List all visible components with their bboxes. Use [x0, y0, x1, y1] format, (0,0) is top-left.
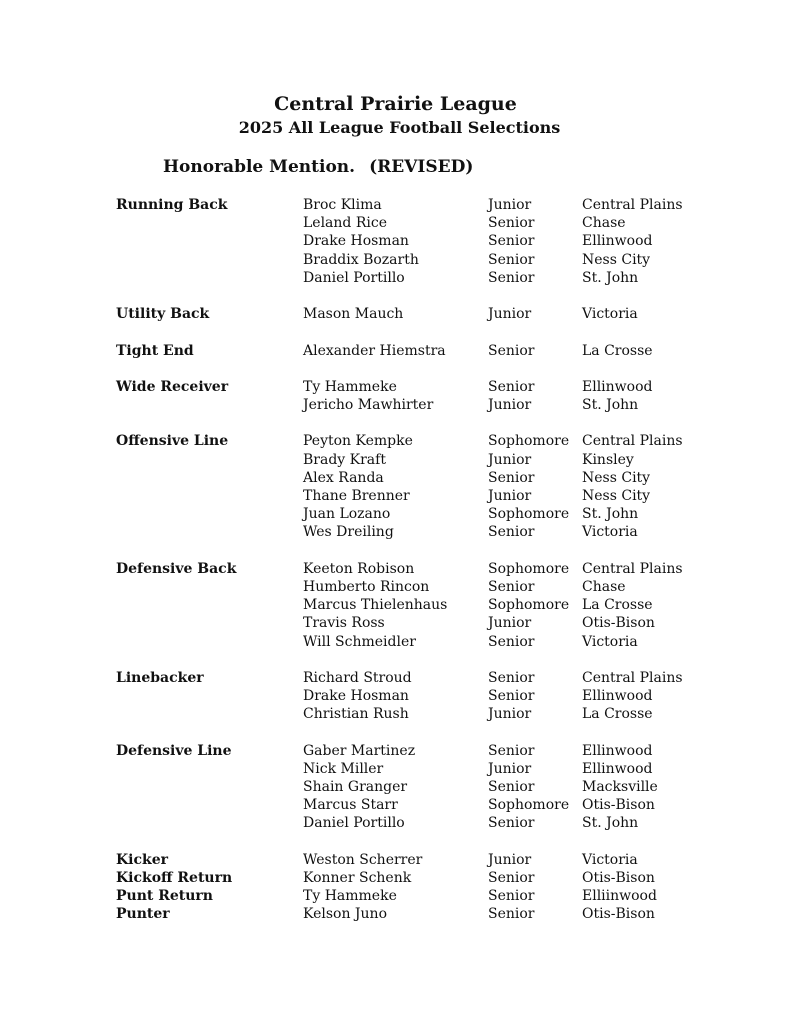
player-class: Senior: [488, 669, 535, 686]
player-name: Daniel Portillo: [303, 269, 405, 286]
player-name: Will Schmeidler: [303, 633, 416, 650]
player-name: Mason Mauch: [303, 306, 404, 323]
player-school: La Crosse: [582, 706, 653, 723]
player-name: Drake Hosman: [303, 688, 409, 705]
player-row: [0, 851, 791, 869]
position-group: [0, 905, 791, 923]
player-row: [0, 614, 791, 632]
player-name: Nick Miller: [303, 760, 384, 777]
player-school: Elliinwood: [582, 888, 657, 905]
player-school: La Crosse: [582, 597, 653, 614]
player-name: Leland Rice: [303, 215, 387, 232]
player-row: [0, 342, 791, 360]
position-group: [0, 305, 791, 323]
honorable-mention-heading: [163, 157, 473, 177]
player-school: Ellinwood: [582, 378, 653, 395]
player-school: St. John: [582, 506, 639, 523]
position-label: Punt Return: [116, 888, 213, 905]
player-class: Senior: [488, 469, 535, 486]
player-school: Chase: [582, 578, 626, 595]
page-title: Central Prairie League: [274, 93, 517, 115]
player-class: Senior: [488, 869, 535, 886]
player-row: [0, 687, 791, 705]
player-name: Peyton Kempke: [303, 433, 413, 450]
position-label: Offensive Line: [116, 433, 229, 450]
player-name: Wes Dreiling: [303, 524, 394, 541]
player-class: Junior: [488, 488, 532, 504]
player-row: [0, 451, 791, 469]
player-row: [0, 869, 791, 887]
player-name: Travis Ross: [303, 615, 385, 632]
player-name: Daniel Portillo: [303, 815, 405, 832]
player-row: [0, 505, 791, 523]
player-name: Ty Hammeke: [303, 888, 397, 905]
player-school: Ellinwood: [582, 760, 653, 777]
player-name: Shain Granger: [303, 779, 408, 795]
player-row: [0, 432, 791, 450]
player-class: Senior: [488, 742, 535, 759]
selections-list: [0, 196, 791, 924]
player-school: Central Plains: [582, 560, 683, 577]
player-row: [0, 905, 791, 923]
player-class: Sophomore: [488, 506, 570, 523]
player-school: Macksville: [582, 779, 658, 795]
player-row: [0, 742, 791, 760]
player-row: [0, 778, 791, 796]
position-label: Wide Receiver: [116, 378, 229, 395]
player-name: Christian Rush: [303, 706, 409, 723]
player-class: Senior: [488, 906, 535, 923]
position-group: [0, 669, 791, 724]
player-name: Alex Randa: [303, 469, 384, 486]
player-school: Ellinwood: [582, 233, 653, 250]
player-class: Junior: [488, 706, 532, 723]
player-school: Victoria: [582, 524, 638, 541]
player-name: Broc Klima: [303, 197, 382, 213]
player-class: Senior: [488, 233, 535, 250]
position-group: [0, 378, 791, 414]
position-group: [0, 742, 791, 833]
player-row: [0, 705, 791, 723]
player-class: Sophomore: [488, 597, 570, 614]
player-name: Juan Lozano: [303, 506, 391, 523]
position-label: Defensive Line: [116, 742, 232, 759]
player-row: [0, 469, 791, 487]
player-name: Marcus Thielenhaus: [303, 597, 448, 614]
player-row: [0, 887, 791, 905]
player-class: Senior: [488, 269, 535, 286]
player-row: [0, 560, 791, 578]
player-row: [0, 251, 791, 269]
player-name: Alexander Hiemstra: [303, 342, 446, 359]
player-school: Otis-Bison: [582, 906, 655, 923]
player-class: Senior: [488, 779, 535, 795]
page-subtitle: 2025 All League Football Selections: [238, 118, 561, 137]
player-row: [0, 633, 791, 651]
player-school: St. John: [582, 269, 639, 286]
player-row: [0, 596, 791, 614]
player-class: Senior: [488, 888, 535, 905]
player-row: [0, 796, 791, 814]
player-name: Konner Schenk: [303, 869, 412, 886]
player-school: St. John: [582, 397, 639, 414]
player-school: Kinsley: [582, 451, 634, 468]
player-class: Junior: [488, 451, 532, 468]
player-name: Kelson Juno: [303, 906, 387, 923]
position-label: Linebacker: [116, 669, 204, 686]
position-label: Defensive Back: [116, 560, 237, 577]
player-name: Brady Kraft: [303, 451, 386, 468]
position-group: [0, 196, 791, 287]
player-school: Otis-Bison: [582, 869, 655, 886]
player-class: Junior: [488, 306, 532, 323]
player-school: Central Plains: [582, 197, 683, 213]
player-class: Senior: [488, 215, 535, 232]
player-class: Senior: [488, 342, 535, 359]
player-class: Junior: [488, 197, 532, 213]
player-name: Humberto Rincon: [303, 578, 430, 595]
player-school: Central Plains: [582, 669, 683, 686]
player-class: Junior: [488, 397, 532, 414]
player-name: Thane Brenner: [303, 488, 410, 504]
position-label: Running Back: [116, 197, 228, 213]
player-name: Richard Stroud: [303, 669, 412, 686]
position-group: [0, 887, 791, 905]
player-school: Victoria: [582, 306, 638, 323]
player-school: Otis-Bison: [582, 797, 655, 814]
player-row: [0, 196, 791, 214]
player-class: Senior: [488, 688, 535, 705]
player-class: Sophomore: [488, 560, 570, 577]
position-group: [0, 342, 791, 360]
player-row: [0, 305, 791, 323]
revised-label: (REVISED): [369, 157, 474, 177]
player-class: Senior: [488, 578, 535, 595]
player-class: Junior: [488, 760, 532, 777]
player-class: Junior: [488, 615, 532, 632]
player-name: Braddix Bozarth: [303, 251, 419, 268]
player-name: Drake Hosman: [303, 233, 409, 250]
position-label: Punter: [116, 906, 170, 923]
player-name: Gaber Martinez: [303, 742, 416, 759]
position-label: Kickoff Return: [116, 869, 233, 886]
player-class: Sophomore: [488, 797, 570, 814]
player-name: Ty Hammeke: [303, 378, 397, 395]
player-class: Senior: [488, 251, 535, 268]
player-school: Ellinwood: [582, 688, 653, 705]
player-class: Sophomore: [488, 433, 570, 450]
player-row: [0, 760, 791, 778]
player-row: [0, 378, 791, 396]
position-group: [0, 869, 791, 887]
player-school: Ness City: [582, 488, 651, 504]
position-label: Utility Back: [116, 306, 210, 323]
player-row: [0, 269, 791, 287]
player-row: [0, 578, 791, 596]
player-row: [0, 396, 791, 414]
player-row: [0, 487, 791, 505]
player-class: Senior: [488, 378, 535, 395]
position-group: [0, 432, 791, 541]
player-name: Jericho Mawhirter: [303, 397, 434, 414]
player-school: Victoria: [582, 851, 638, 868]
position-label: Kicker: [116, 851, 168, 868]
player-name: Marcus Starr: [303, 797, 398, 814]
player-school: Ness City: [582, 251, 651, 268]
player-row: [0, 232, 791, 250]
position-label: Tight End: [116, 342, 194, 359]
player-row: [0, 523, 791, 541]
player-row: [0, 214, 791, 232]
player-name: Weston Scherrer: [303, 851, 423, 868]
player-school: Otis-Bison: [582, 615, 655, 632]
player-school: Ness City: [582, 469, 651, 486]
player-school: Chase: [582, 215, 626, 232]
position-group: [0, 560, 791, 651]
player-school: Ellinwood: [582, 742, 653, 759]
mention-label: Honorable Mention.: [163, 157, 356, 177]
position-group: [0, 851, 791, 869]
player-school: St. John: [582, 815, 639, 832]
player-class: Junior: [488, 851, 532, 868]
player-row: [0, 814, 791, 832]
player-class: Senior: [488, 633, 535, 650]
player-school: Central Plains: [582, 433, 683, 450]
player-school: Victoria: [582, 633, 638, 650]
player-class: Senior: [488, 524, 535, 541]
player-row: [0, 669, 791, 687]
player-name: Keeton Robison: [303, 560, 415, 577]
player-class: Senior: [488, 815, 535, 832]
player-school: La Crosse: [582, 342, 653, 359]
